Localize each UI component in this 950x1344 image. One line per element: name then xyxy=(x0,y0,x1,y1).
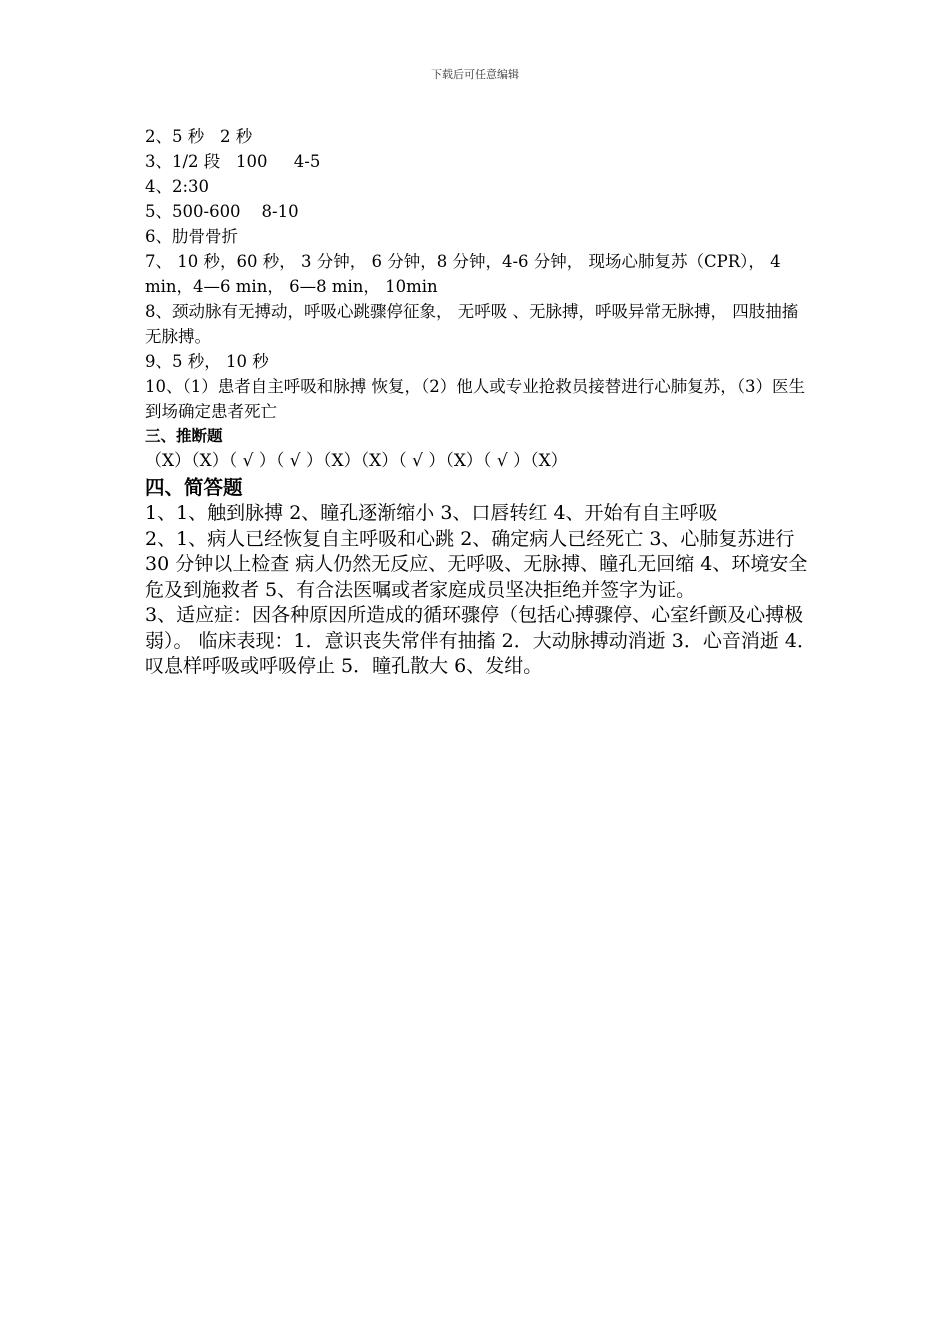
short-answer-heading: 四、简答题 xyxy=(145,476,243,499)
judge-section-heading: 三、推断题 xyxy=(145,427,223,445)
document-body xyxy=(145,124,817,680)
short-answer-3: 3、适应症：因各种原因所造成的循环骤停（包括心搏骤停、心室纤颤及心搏极弱）。 临床表现：1．意识丧失常伴有抽搐 2．大动脉搏动消逝 3．心音消逝 4．叹息样呼吸或呼吸停止 5．瞳孔散大 6、发绀。 xyxy=(145,604,817,677)
judge-answers: （X）（X）（ √ ）（ √ ）（X）（X）（ √ ）（X）（ √ ）（X） xyxy=(145,451,568,471)
page-header-note: 下载后可任意编辑 xyxy=(431,68,519,81)
short-answer-2: 2、1、病人已经恢复自主呼吸和心跳 2、确定病人已经死亡 3、心肺复苏进行 30 分钟以上检查 病人仍然无反应、无呼吸、无脉搏、瞳孔无回缩 4、环境安全危及到施救者 5、有合法医嘱或者家庭成员坚决拒绝并签字为证。 xyxy=(145,527,808,601)
fill-answer-7: 7、 10 秒，60 秒， 3 分钟， 6 分钟，8 分钟，4-6 分钟， 现场心肺复苏（CPR）， 4 min，4—6 min， 6—8 min， 10min xyxy=(145,252,781,296)
fill-answer-4: 4、2:30 xyxy=(145,177,210,196)
fill-answer-8: 8、颈动脉有无搏动，呼吸心跳骤停征象， 无呼吸 、无脉搏，呼吸异常无脉搏， 四肢抽搐 无脉搏。 xyxy=(145,302,799,346)
fill-answer-10: 10、（1）患者自主呼吸和脉搏 恢复，（2）他人或专业抢救员接替进行心肺复苏，（3）医生到场确定患者死亡 xyxy=(145,377,805,421)
fill-answer-9: 9、5 秒， 10 秒 xyxy=(145,352,269,371)
short-answer-1: 1、1、触到脉搏 2、瞳孔逐渐缩小 3、口唇转红 4、开始有自主呼吸 xyxy=(145,502,718,524)
fill-answer-2: 2、5 秒 2 秒 xyxy=(145,127,253,146)
fill-answer-6: 6、肋骨骨折 xyxy=(145,227,238,246)
fill-answer-5: 5、500-600 8-10 xyxy=(145,202,299,221)
fill-answer-3: 3、1/2 段 100 4-5 xyxy=(145,152,321,171)
